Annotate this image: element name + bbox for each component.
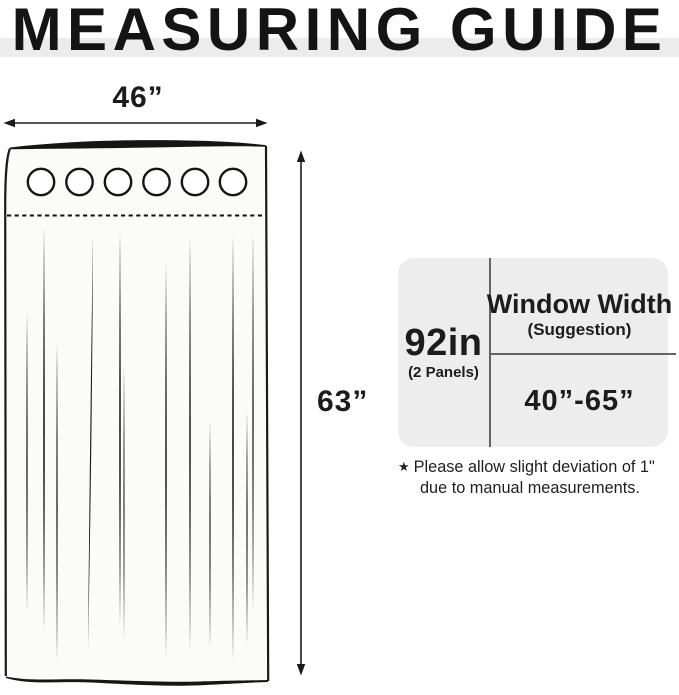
page-title: MEASURING GUIDE <box>11 0 668 63</box>
grommet-icon <box>182 169 208 195</box>
width-arrow <box>4 119 268 127</box>
panel-size-cell <box>398 258 489 447</box>
grommet-icon <box>66 169 92 195</box>
size-spec-table <box>398 258 673 447</box>
height-dimension-label: 63” <box>317 385 369 418</box>
grommet-icon <box>143 169 169 195</box>
width-dimension-label: 46” <box>112 81 164 114</box>
star-icon: ★ <box>398 459 410 474</box>
width-range-value: 40”-65” <box>524 384 635 417</box>
panel-size-value: 92in <box>404 322 483 364</box>
window-width-header-cell <box>486 258 673 353</box>
panel-count-note: (2 Panels) <box>408 364 479 381</box>
curtain-illustration <box>5 140 268 686</box>
grommet-icon <box>105 169 131 195</box>
arrowhead-left <box>4 119 16 127</box>
grommet-icon <box>220 169 246 195</box>
width-range-cell <box>491 355 668 447</box>
window-width-header: Window Width <box>486 288 673 319</box>
note-line-2: due to manual measurements. <box>420 479 640 497</box>
arrowhead-down <box>297 664 305 676</box>
grommet-icon <box>28 169 54 195</box>
arrowhead-right <box>256 119 268 127</box>
suggestion-subheader: (Suggestion) <box>527 319 632 339</box>
measurement-note <box>398 457 679 498</box>
height-arrow <box>297 151 305 676</box>
note-line-1 <box>398 457 679 478</box>
arrowhead-up <box>297 151 305 163</box>
note-text-1: Please allow slight deviation of 1" <box>413 458 655 476</box>
